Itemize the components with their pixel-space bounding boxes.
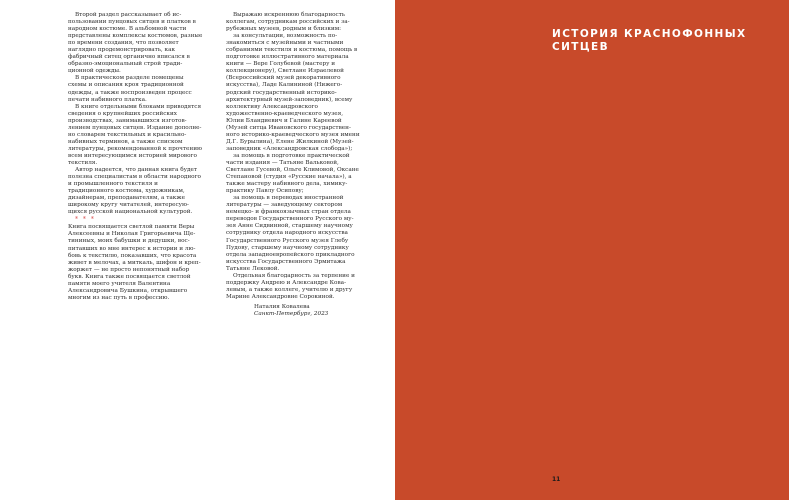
chapter-title <box>552 28 782 54</box>
paragraph: за консультации, возможность познакомиться с музейными и частными собраниями текстиля и костюма, помощь в подготовке иллюстративного материала книги — Вере Голубевой (мастеру и коллекционеру), Светлане Израелевой (Всероссийский музей декоративного искусства), Ладе Калининой (Нижегородский государственный историко-архитектурный музей-заповедник), всему коллективу Александровского художественно-краеведческого музея, Юлии Бландиевич и Галине Кареевой (Музей ситца Ивановского государственного историко-краеведческого музея имени Д.Г. Бурылина), Елене Жилкиной (Музей-заповедник «Александровская слобода»); <box>226 33 360 152</box>
paragraph: Автор надеется, что данная книга будет полезна специалистам в области народного и промышленного текстиля и традиционного костюма, художникам, дизайнерам, преподавателям, а также широкому кругу читателей, интересующихся русской национальной культурой. <box>68 167 201 216</box>
right-page-red-panel <box>395 0 789 500</box>
author-name: Наталия Ковалева <box>254 303 310 310</box>
text-column-1 <box>68 12 203 302</box>
paragraph: В книге отдельными блоками приводятся сведения о крупнейших российских производствах, занимавшихся изготовлением пунцовых ситцев. Издание дополнено словарем текстильных и красильно-набивных терминов, а также списком литературы, рекомендованной к прочтению всем интересующимся историей мирового текстиля. <box>68 103 202 166</box>
paragraph: за помощь в подготовке практической части издания — Татьяне Вальковой, Светлане Гусевой, Ольге Климовой, Оксане Степановой (студия «Русские начала»), а также мастеру набивного дела, химику-практику Павлу Осипову; <box>226 152 359 195</box>
paragraph: за помощь в переводах иностранной литературы — заведующему сектором немецко- и франкоязычных стран отдела переводов Государственного Русского музея Анне Сидвинной, старшему научному сотруднику отдела народного искусства Государственного Русского музея Глебу Пудову, старшему научному сотруднику отдела западноевропейского прикладного искусства Государственного Эрмитажа Татьяне Лековой. <box>226 195 355 272</box>
paragraph: Второй раздел рассказывает об использовании пунцовых ситцев и платков в народном костюме. В альбомной части представлены комплексы костюмов, разные по времени создания, что позволяет наглядно продемонстрировать, как фабричный ситец органично вписался в образно-эмоциональный строй традиционной одежды. <box>68 12 203 75</box>
paragraph: В практическом разделе помещены схемы и описания кроя традиционной одежды, а также воспроизведен процесс печати набивного платка. <box>68 75 192 103</box>
section-divider-stars: * * * <box>75 216 96 224</box>
paragraph: Выражаю искреннюю благодарность коллегам, сотрудникам российских и зарубежных музеев, родным и близким: <box>226 12 350 33</box>
dedication-paragraph: Книга посвящается светлой памяти Веры Алексеевны и Николая Григорьевича Щетининых, моих бабушки и дедушки, воспитавших во мне интерес к истории и любовь к текстилю, показавших, что красота живет в мелочах, а миткаль, шифон и креп-жоржет — не просто непонятный набор букв. Книга также посвящается светлой памяти моего учителя Валентина Александровича Бушкина, открывшего многим из нас путь в профессию. <box>68 224 201 301</box>
place-year: Санкт-Петербург, 2023 <box>254 310 329 317</box>
chapter-title-line-2: СИТЦЕВ <box>552 41 609 53</box>
paragraph: Отдельная благодарность за терпение и поддержку Андрею и Александре Ковалевым, а также коллеге, учителю и другу Марине Александровне Сорокиной. <box>226 272 355 300</box>
chapter-title-line-1: ИСТОРИЯ КРАСНОФОННЫХ <box>552 28 747 40</box>
text-column-2 <box>226 12 361 318</box>
page-number: 11 <box>552 476 561 483</box>
author-signature <box>254 304 361 318</box>
